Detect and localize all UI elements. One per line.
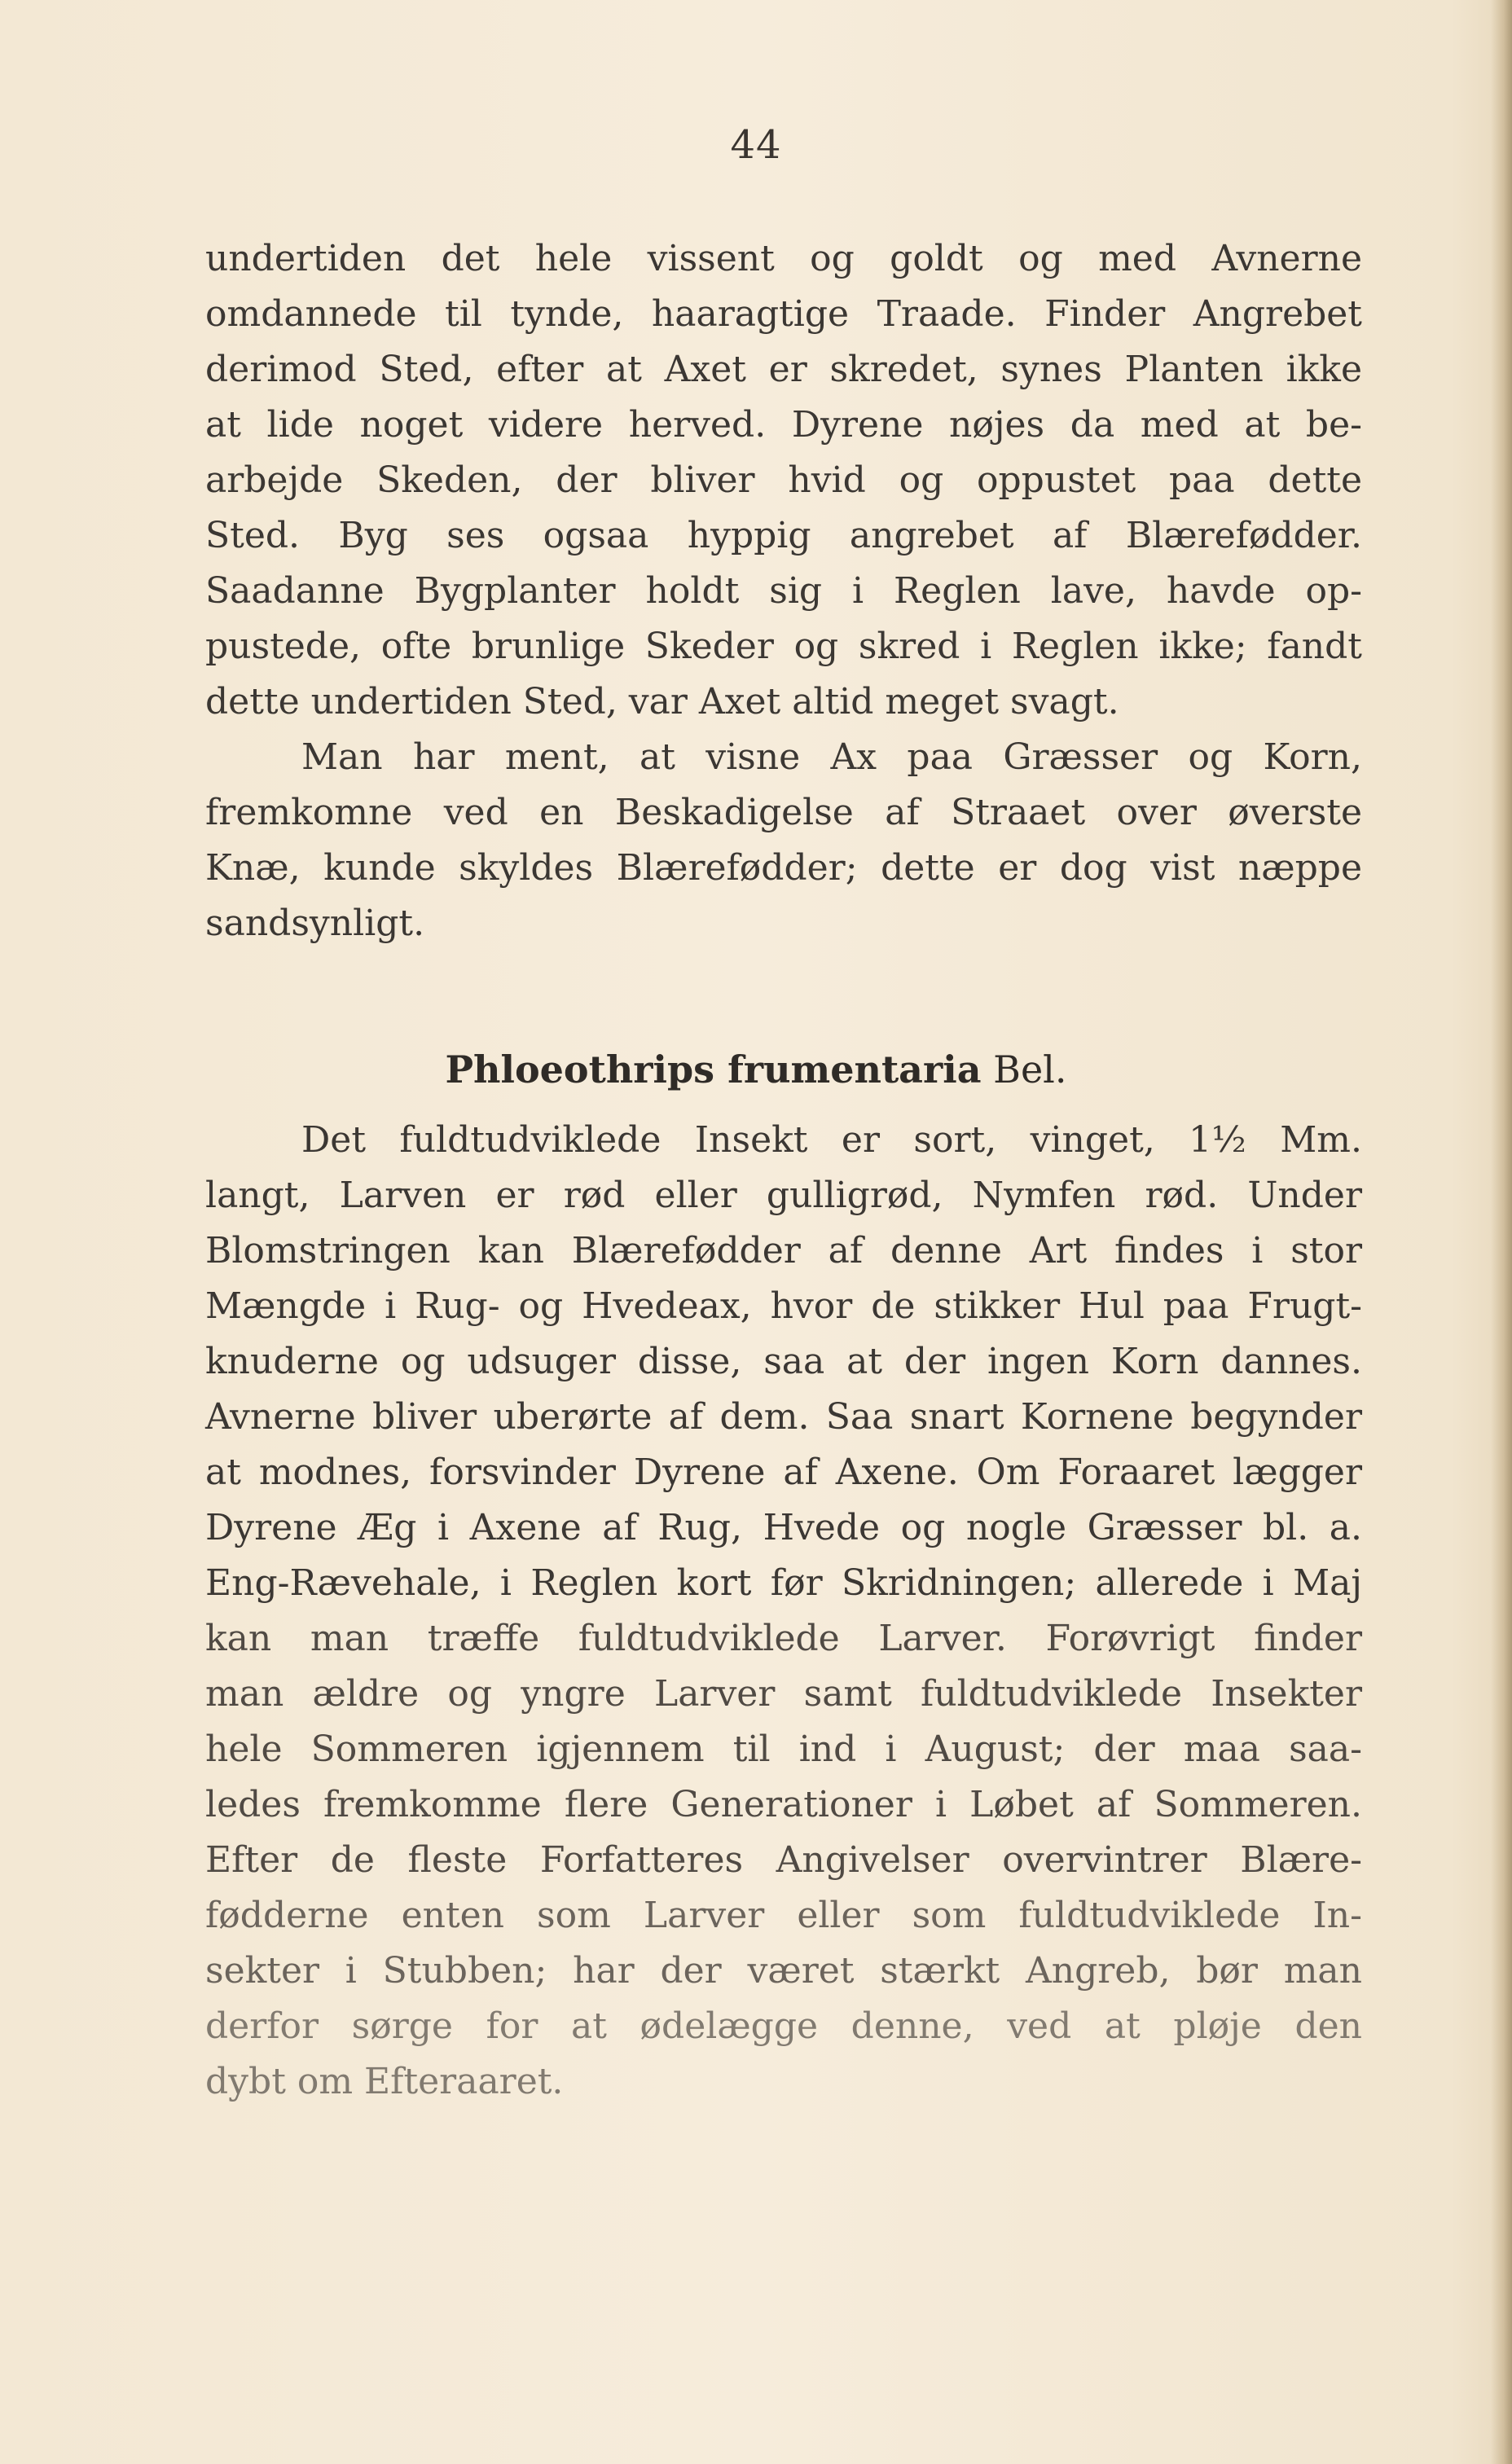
text-line: at lide noget videre herved. Dyrene nøjes da med at be- [205,404,1362,446]
text-line: Sted. Byg ses ogsaa hyppig angrebet af Blærefødder. [205,515,1362,556]
text-line: Man har ment, at visne Ax paa Græsser og Korn, [301,736,1362,778]
text-line: Eng-Rævehale, i Reglen kort før Skridningen; allerede i Maj [205,1562,1362,1604]
text-line: ledes fremkomme flere Generationer i Løbet af Sommeren. [205,1784,1362,1825]
paragraph-2 [205,730,1362,951]
text-line: derfor sørge for at ødelægge denne, ved at pløje den [205,2005,1362,2047]
text-line: dybt om Efteraaret. [205,2061,564,2102]
page-number: 44 [730,122,782,168]
text-line: knuderne og udsuger disse, saa at der ingen Korn dannes. [205,1341,1362,1382]
text-line: Dyrene Æg i Axene af Rug, Hvede og nogle Græsser bl. a. [205,1507,1362,1548]
page-edge-shadow [1491,0,1512,2464]
text-line: man ældre og yngre Larver samt fuldtudviklede Insekter [205,1673,1362,1715]
text-line: hele Sommeren igjennem til ind i August; der maa saa- [205,1728,1362,1770]
text-line: omdannede til tynde, haaragtige Traade. Finder Angrebet [205,293,1362,335]
text-line: fremkomne ved en Beskadigelse af Straaet over øverste [205,792,1362,833]
text-line: undertiden det hele vissent og goldt og med Avnerne [205,238,1362,279]
text-line: derimod Sted, efter at Axet er skredet, synes Planten ikke [205,349,1362,390]
text-line: arbejde Skeden, der bliver hvid og oppustet paa dette [205,459,1362,501]
text-line: sandsynligt. [205,903,425,944]
text-line: Mængde i Rug- og Hvedeax, hvor de stikker Hul paa Frugt- [205,1285,1362,1327]
species-name: Phloeothrips frumentaria [445,1048,982,1091]
paragraph-1 [205,231,1362,730]
paragraph-3 [205,1113,1362,2110]
text-line: kan man træffe fuldtudviklede Larver. Forøvrigt finder [205,1618,1362,1659]
text-line: dette undertiden Sted, var Axet altid meget svagt. [205,681,1119,723]
text-line: pustede, ofte brunlige Skeder og skred i Reglen ikke; fandt [205,626,1362,667]
text-line: langt, Larven er rød eller gulligrød, Nymfen rød. Under [205,1175,1362,1216]
text-line: Efter de fleste Forfatteres Angivelser overvintrer Blære- [205,1839,1362,1881]
section-heading [0,1041,1512,1098]
text-line: Avnerne bliver uberørte af dem. Saa snart Kornene begynder [205,1396,1362,1438]
text-line: Knæ, kunde skyldes Blærefødder; dette er dog vist næppe [205,847,1362,889]
text-line: Det fuldtudviklede Insekt er sort, vinget, 1½ Mm. [301,1119,1362,1161]
text-line: Saadanne Bygplanter holdt sig i Reglen lave, havde op- [205,570,1362,612]
text-line: Blomstringen kan Blærefødder af denne Art findes i stor [205,1230,1362,1272]
text-line: at modnes, forsvinder Dyrene af Axene. Om Foraaret lægger [205,1452,1362,1493]
text-line: sekter i Stubben; har der været stærkt Angreb, bør man [205,1950,1362,1992]
text-line: fødderne enten som Larver eller som fuldtudviklede In- [205,1895,1362,1936]
species-author: Bel. [993,1048,1067,1091]
